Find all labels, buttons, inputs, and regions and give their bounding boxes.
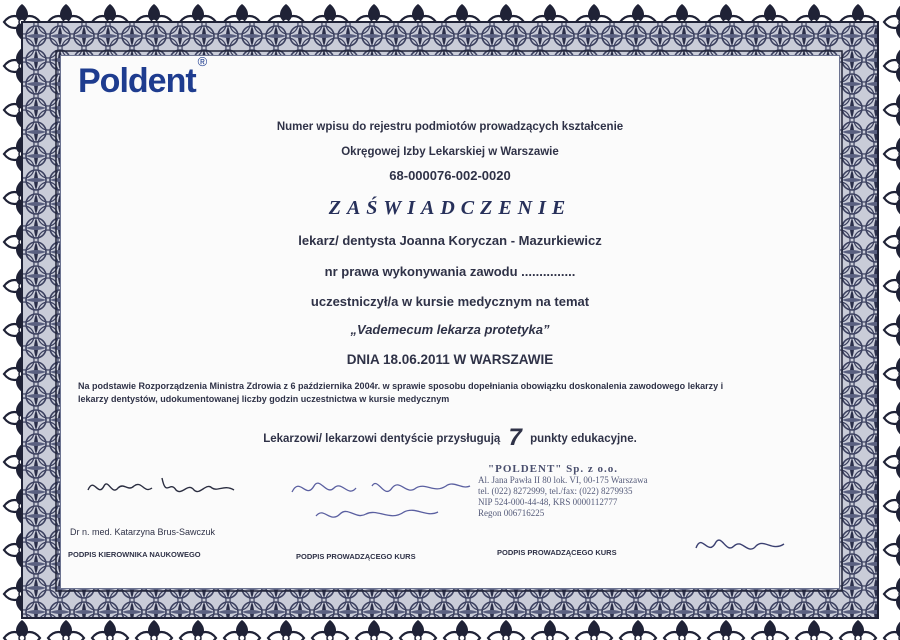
points-suffix: punkty edukacyjne. <box>530 433 637 445</box>
registry-line-2: Okręgowej Izby Lekarskiej w Warszawie <box>341 146 559 158</box>
certificate-title: ZAŚWIADCZENIE <box>328 197 572 219</box>
caption-scientific-head: PODPIS KIEROWNIKA NAUKOWEGO <box>68 550 201 559</box>
registry-line-1: Numer wpisu do rejestru podmiotów prowadzących kształcenie <box>276 121 624 133</box>
stamp-address: Al. Jana Pawła II 80 lok. VI, 00-175 Warszawa <box>478 475 648 485</box>
stamp-ids: NIP 524-000-44-48, KRS 0000112777 <box>478 497 618 507</box>
registry-number: 68-000076-002-0020 <box>389 168 511 183</box>
stamp-company-name: "POLDENT" Sp. z o.o. <box>488 463 619 475</box>
license-line: nr prawa wykonywania zawodu ............... <box>324 264 576 279</box>
participation-line: uczestniczył/a w kursie medycznym na temat <box>310 294 590 309</box>
signature-scientific-head <box>84 468 244 508</box>
company-stamp <box>478 464 678 519</box>
stamp-phone: tel. (022) 8272999, tel./fax: (022) 8279935 <box>478 486 633 496</box>
points-number: 7 <box>508 424 522 451</box>
signer-name: Dr n. med. Katarzyna Brus-Sawczuk <box>70 527 216 537</box>
signature-course-leader-2 <box>690 528 790 562</box>
points-prefix: Lekarzowi/ lekarzowi dentyście przysługują <box>263 433 501 445</box>
signature-course-leader-1 <box>286 470 476 530</box>
regulation-line-1: Na podstawie Rozporządzenia Ministra Zdrowia z 6 października 2004r. w sprawie sposobu dopełniania obowiązku doskonalenia zawodowego lekarzy i <box>78 381 724 391</box>
caption-course-leader-1: PODPIS PROWADZĄCEGO KURS <box>296 552 416 561</box>
date-place-line: DNIA 18.06.2011 W WARSZAWIE <box>346 352 554 367</box>
stamp-regon: Regon 006716225 <box>478 508 545 518</box>
caption-course-leader-2: PODPIS PROWADZĄCEGO KURS <box>497 548 617 557</box>
course-title: „Vademecum lekarza protetyka” <box>350 322 550 337</box>
recipient-line: lekarz/ dentysta Joanna Koryczan - Mazurkiewicz <box>298 233 602 248</box>
regulation-text <box>78 380 840 406</box>
regulation-line-2: lekarzy dentystów, udokumentowanej liczby godzin uczestnictwa w kursie medycznym <box>78 394 450 404</box>
poldent-logo: Poldent® <box>78 53 207 100</box>
points-line <box>0 424 900 452</box>
